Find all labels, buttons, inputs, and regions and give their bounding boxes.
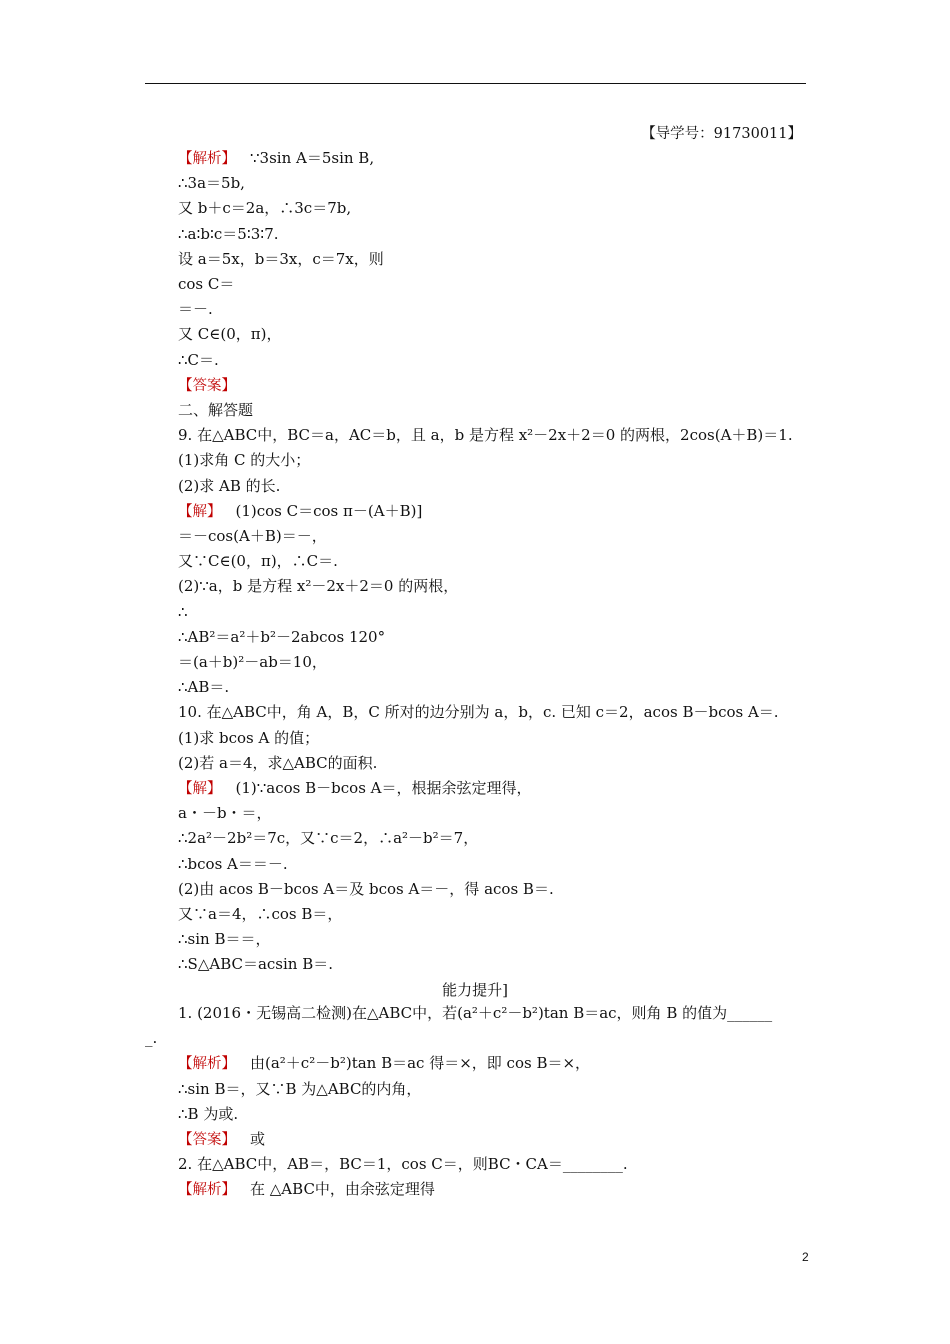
line-text: ＝(a＋b)²－ab＝10， [178, 653, 327, 671]
text-line [178, 778, 532, 799]
text-line [178, 551, 338, 571]
line-text: 又∵a＝4，∴cos B＝， [178, 905, 343, 923]
line-text: ＝－cos(A＋B)＝－， [178, 527, 327, 545]
text-line [178, 274, 234, 294]
line-text: ＝－. [178, 300, 213, 319]
text-line [178, 425, 793, 445]
text-line [178, 1053, 590, 1074]
text-line [178, 501, 422, 522]
line-text: 10. 在△ABC中，角 A，B，C 所对的边分别为 a，b，c. 已知 c＝2，acos B－bcos A＝. [178, 703, 779, 722]
section-tag: 【解】 [178, 781, 222, 797]
text-line [178, 854, 288, 874]
line-text: (2)求 AB 的长. [178, 476, 281, 495]
text-line [178, 904, 342, 924]
text-line [178, 450, 310, 470]
text-line [178, 476, 280, 496]
line-text: ∴sin B＝＝， [178, 930, 271, 949]
text-line [178, 224, 279, 244]
header-rule [145, 83, 806, 84]
section-tag: 【解析】 [178, 151, 236, 167]
text-line [178, 375, 250, 396]
text-line [178, 1104, 238, 1124]
line-text: 由(a²＋c²－b²)tan B＝ac 得＝×，即 cos B＝×， [250, 1054, 591, 1073]
section-title: 能力提升] [442, 981, 508, 999]
line-text: ∴AB²＝a²＋b²－2abcos 120° [178, 627, 386, 646]
text-line [178, 173, 245, 193]
text-line [178, 1079, 421, 1099]
line-text: ∴3a＝5b, [178, 174, 245, 193]
text-line [178, 879, 554, 899]
section-tag: 【解】 [178, 503, 222, 520]
line-text: (2)由 acos B－bcos A＝及 bcos A＝－，得 acos B＝. [178, 879, 554, 898]
line-text: ∴ [178, 602, 188, 621]
line-text: 在 △ABC中，由余弦定理得 [250, 1180, 435, 1199]
line-text: ∵3sin A＝5sin B, [250, 149, 375, 167]
line-text: ∴C＝. [178, 350, 219, 369]
line-text: 又∵C∈(0，π)，∴C＝. [178, 552, 338, 571]
line-text: ∴a∶b∶c＝5∶3∶7. [178, 224, 279, 243]
text-line [145, 1028, 157, 1048]
text-line [178, 602, 188, 622]
text-line [178, 677, 229, 697]
text-line [178, 526, 327, 546]
line-text: 或 [250, 1130, 266, 1148]
text-line [178, 828, 478, 848]
line-text: (1)求角 C 的大小； [178, 451, 311, 470]
text-line [178, 400, 253, 420]
line-text: a・－b・＝， [178, 804, 272, 823]
section-tag: 【答案】 [178, 377, 236, 394]
line-text: 二、解答题 [178, 401, 254, 419]
text-line [178, 954, 333, 974]
text-line [178, 652, 327, 672]
text-line [178, 1154, 628, 1174]
line-text: 设 a＝5x，b＝3x，c＝7x，则 [178, 249, 384, 268]
text-line [178, 1003, 772, 1023]
page-number: 2 [802, 1250, 809, 1264]
line-text: cos C＝ [178, 275, 235, 293]
line-text: ∴2a²－2b²＝7c，又∵c＝2，∴a²－b²＝7， [178, 829, 479, 848]
line-text: ∴B 为或. [178, 1104, 239, 1123]
line-text: 又 b＋c＝2a，∴3c＝7b, [178, 199, 352, 218]
line-text: ∴sin B＝，又∵B 为△ABC的内角， [178, 1079, 422, 1098]
line-text: (1)cos C＝cos π－(A＋B)] [235, 501, 423, 520]
guide-number: 【导学号：91730011】 [641, 126, 802, 142]
text-line [178, 324, 281, 344]
line-text: ∴bcos A＝＝－. [178, 854, 288, 873]
line-text: ∴AB＝. [178, 678, 230, 697]
text-line [178, 350, 219, 370]
text-line [178, 299, 213, 319]
text-line [178, 627, 385, 647]
line-text: 2. 在△ABC中，AB＝，BC＝1，cos C＝，则BC・CA＝________. [178, 1155, 628, 1174]
line-text: (1)求 bcos A 的值； [178, 728, 320, 747]
text-line [178, 803, 272, 823]
line-text: ∴S△ABC＝acsin B＝. [178, 955, 334, 974]
text-line [178, 1129, 265, 1150]
text-line [178, 198, 351, 218]
line-text: (2)若 a＝4，求△ABC的面积. [178, 753, 378, 772]
text-line [178, 929, 271, 949]
section-tag: 【解析】 [178, 1056, 236, 1073]
text-line [178, 728, 319, 748]
line-text: 1. (2016・无锡高二检测)在△ABC中，若(a²＋c²－b²)tan B＝ac，则角 B 的值为______ [178, 1004, 773, 1022]
section-tag: 【答案】 [178, 1132, 236, 1148]
section-tag: 【解析】 [178, 1182, 236, 1199]
text-line [178, 576, 458, 596]
text-line [178, 249, 384, 269]
line-text: (2)∵a，b 是方程 x²－2x＋2＝0 的两根， [178, 577, 459, 596]
text-line [178, 148, 374, 169]
line-text: 9. 在△ABC中，BC＝a，AC＝b，且 a，b 是方程 x²－2x＋2＝0 的两根，2cos(A＋B)＝1. [178, 426, 793, 445]
text-line [178, 702, 779, 722]
line-text: (1)∵acos B－bcos A＝，根据余弦定理得， [235, 779, 532, 797]
line-text: _. [145, 1029, 158, 1048]
text-line [178, 1179, 435, 1200]
text-line [178, 753, 377, 773]
line-text: 又 C∈(0，π)， [178, 325, 282, 344]
